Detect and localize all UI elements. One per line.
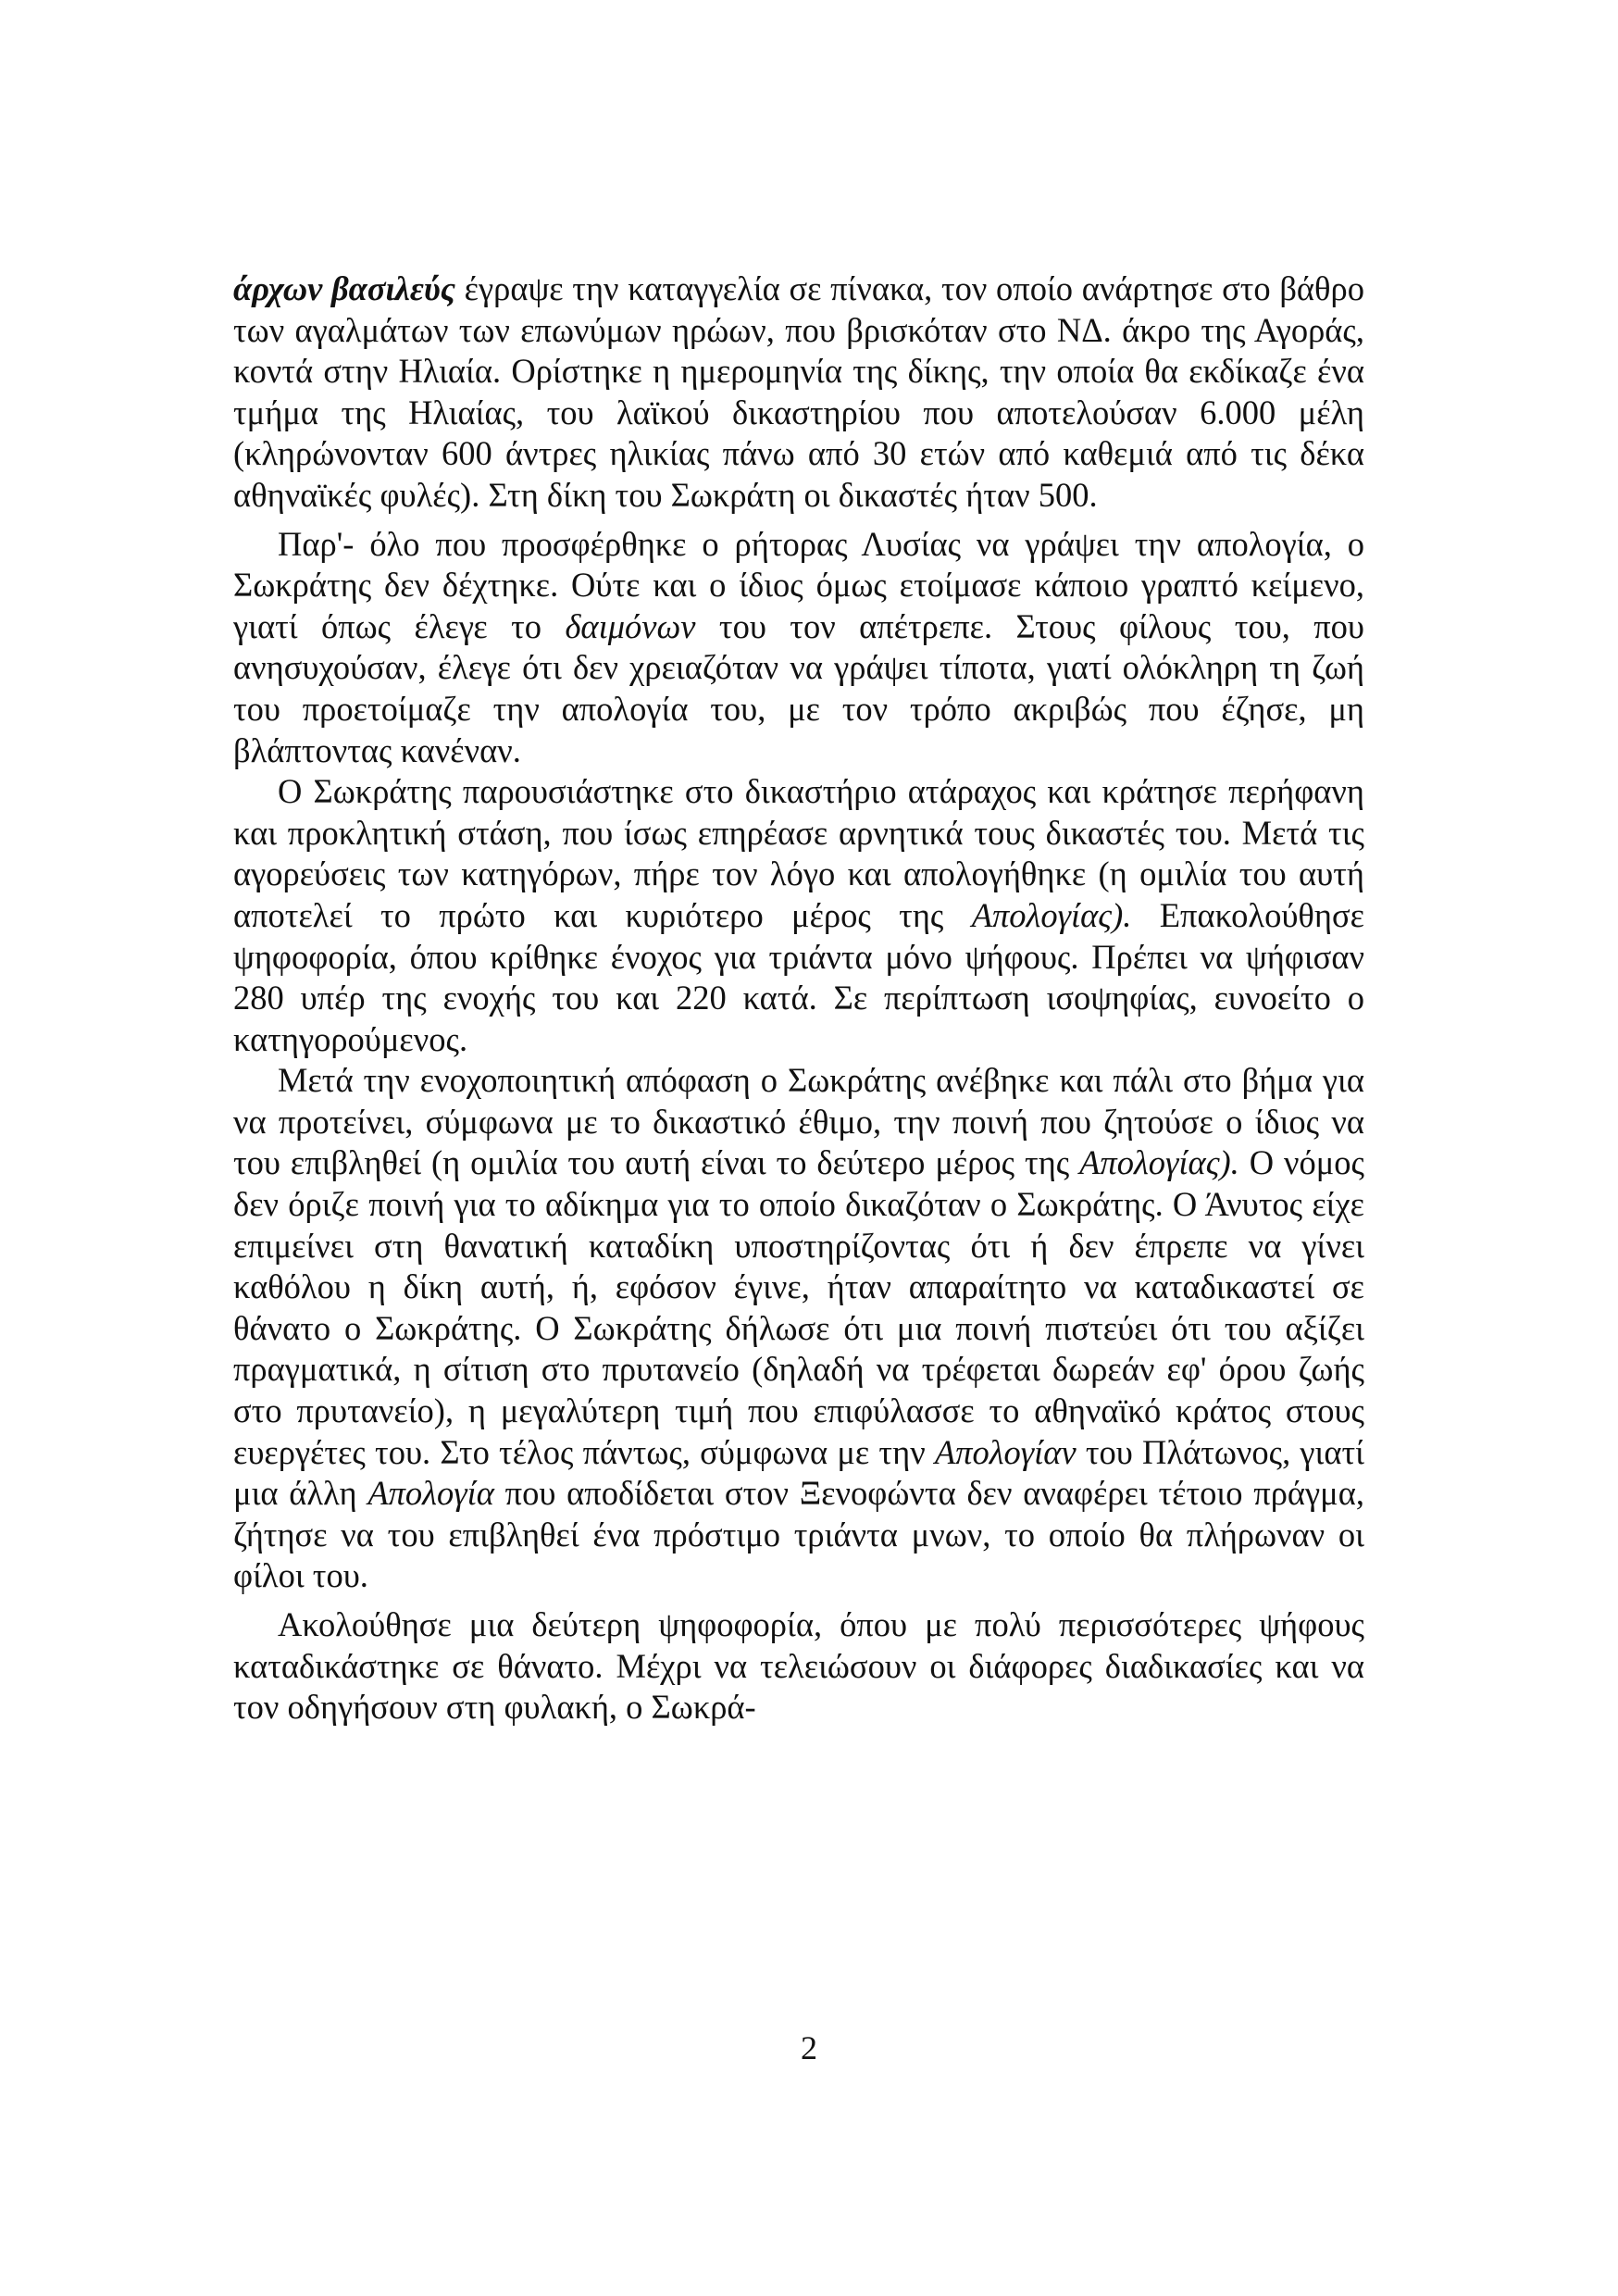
paragraph-4-text-b: Ο νόμος δεν όριζε ποινή για το αδίκημα για το οποίο δικαζόταν ο Σωκράτης. Ο Άνυτος είχε επιμείνει στη θανατική καταδίκη υποστηρίζοντας ότι ή δεν έπρεπε να γίνει καθόλου η δίκη αυτή, ή, εφόσον έγινε, ήταν απαραίτητο να καταδικαστεί σε θάνατο ο Σωκράτης. Ο Σωκράτης δήλωσε ότι μια ποινή πιστεύει ότι του αξίζει πραγματικά, η σίτιση στο πρυτανείο (δηλαδή να τρέφεται δωρεάν εφ' όρου ζωής στο πρυτανείο), η μεγαλύτερη τιμή που επιφύλασσε το αθηναϊκό κράτος στους ευεργέτες του. Στο τέλος πάντως, σύμφωνα με την — [233, 1143, 1364, 1471]
paragraph-1 — [233, 268, 1364, 517]
paragraph-2-text-a: Παρ'- όλο που προσφέρθηκε ο ρήτορας Λυσίας να γράψει την απολογία, ο Σωκράτης δεν δέχτηκε. Ούτε και ο ίδιος όμως ετοίμασε κάποιο γραπτό κείμενο, γιατί όπως έλεγε το — [233, 524, 1364, 645]
paragraph-3-italic: Απολογίας). — [971, 895, 1132, 934]
body-text — [233, 268, 1364, 1728]
paragraph-3-text-a: Ο Σωκράτης παρουσιάστηκε στο δικαστήριο ατάραχος και κράτησε περήφανη και προκλητική στάση, που ίσως επηρέασε αρνητικά τους δικαστές του. Μετά τις αγορεύσεις των κατηγόρων, πήρε τον λόγο και απολογήθηκε (η ομιλία του αυτή αποτελεί το πρώτο και κυριότερο μέρος της — [233, 772, 1364, 934]
paragraph-4-text-d: που αποδίδεται στον Ξενοφώντα δεν αναφέρει τέτοιο πράγμα, ζήτησε να του επιβληθεί ένα πρόστιμο τριάντα μνων, το οποίο θα πλήρωναν οι φίλοι του. — [233, 1474, 1364, 1595]
paragraph-4 — [233, 1060, 1364, 1597]
paragraph-2-italic: δαιμόνων — [565, 606, 696, 645]
paragraph-2-text-b: του τον απέτρεπε. Στους φίλους του, που ανησυχούσαν, έλεγε ότι δεν χρειαζόταν να γράψει τίποτα, γιατί ολόκληρη τη ζωή του προετοίμαζε την απολογία του, με τον τρόπο ακριβώς που έζησε, μη βλάπτοντας κανέναν. — [233, 606, 1364, 769]
lead-term: άρχων βασιλεύς — [233, 269, 455, 307]
page-number: 2 — [801, 2029, 817, 2066]
paragraph-5-text: Ακολούθησε μια δεύτερη ψηφοφορία, όπου με πολύ περισσότερες ψήφους καταδικάστηκε σε θάνατο. Μέχρι να τελειώσουν οι διάφορες διαδικασίες και να τον οδηγήσουν στη φυλακή, ο Σωκρά- — [233, 1605, 1364, 1727]
paragraph-4-italic-a: Απολογίας). — [1079, 1143, 1239, 1182]
paragraph-1-text: έγραψε την καταγγελία σε πίνακα, τον οποίο ανάρτησε στο βάθρο των αγαλμάτων των επωνύμων ηρώων, που βρισκόταν στο ΝΔ. άκρο της Αγοράς, κοντά στην Ηλιαία. Ορίστηκε η ημερομηνία της δίκης, την οποία θα εκδίκαζε ένα τμήμα της Ηλιαίας, του λαϊκού δικαστηρίου που αποτελούσαν 6.000 μέλη (κληρώνονταν 600 άντρες ηλικίας πάνω από 30 ετών από καθεμιά από τις δέκα αθηναϊκές φυλές). Στη δίκη του Σωκράτη οι δικαστές ήταν 500. — [233, 269, 1364, 514]
paragraph-4-text-c: του Πλάτωνος, γιατί μια άλλη — [233, 1432, 1364, 1513]
paragraph-5 — [233, 1604, 1364, 1728]
paragraph-2 — [233, 524, 1364, 772]
paragraph-3-text-b: Επακολούθησε ψηφοφορία, όπου κρίθηκε ένοχος για τριάντα μόνο ψήφους. Πρέπει να ψήφισαν 280 υπέρ της ενοχής του και 220 κατά. Σε περίπτωση ισοψηφίας, ευνοείτο ο κατηγορούμενος. — [233, 895, 1365, 1058]
paragraph-4-text-a: Μετά την ενοχοποιητική απόφαση ο Σωκράτης ανέβηκε και πάλι στο βήμα για να προτείνει, σύμφωνα με το δικαστικό έθιμο, την ποινή που ζητούσε ο ίδιος να του επιβληθεί (η ομιλία του αυτή είναι το δεύτερο μέρος της — [233, 1061, 1364, 1182]
paragraph-3 — [233, 771, 1364, 1060]
paragraph-4-italic-b: Απολογίαν — [934, 1432, 1077, 1471]
paragraph-4-italic-c: Απολογία — [367, 1474, 494, 1513]
